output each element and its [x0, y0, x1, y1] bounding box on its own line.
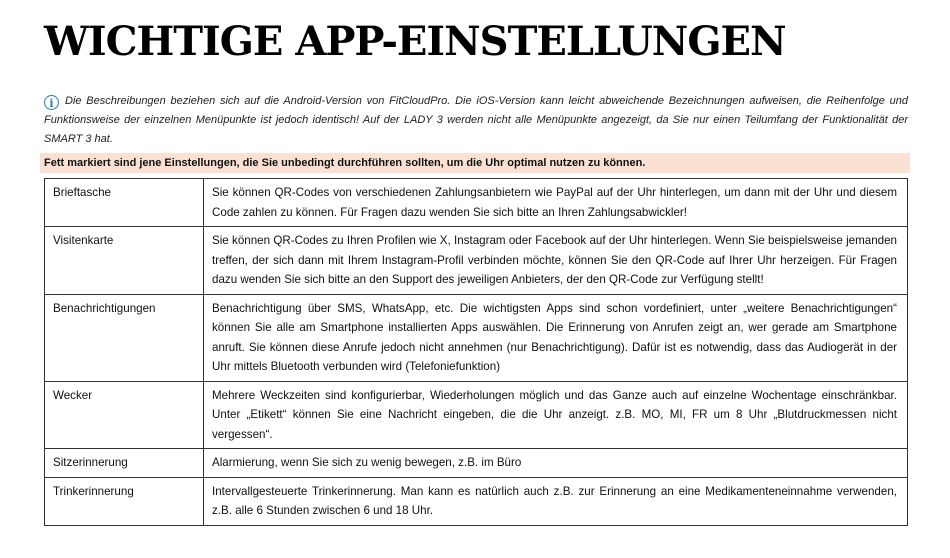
- intro-text: Die Beschreibungen beziehen sich auf die Android-Version von FitCloudPro. Die iOS-Version kann leicht abweichende Bezeichnungen aufweisen, die Reihenfolge und Funktionsweise der einzelnen Menüpunkte ist jedoch identisch! Auf der LADY 3 werden nicht alle Menüpunkte angezeigt, da Sie nur einen Teilumfang der Funktionalität der SMART 3 hat.: [44, 95, 908, 145]
- page-title: WICHTIGE APP-EINSTELLUNGEN: [44, 18, 786, 65]
- setting-name: Trinkerinnerung: [45, 477, 204, 525]
- table-row: [45, 179, 908, 227]
- settings-table: [44, 178, 908, 526]
- table-row: [45, 381, 908, 449]
- setting-description: Intervallgesteuerte Trinkerinnerung. Man kann es natürlich auch z.B. zur Erinnerung an eine Medikamenteneinnahme verwenden, z.B. alle 6 Stunden zwischen 6 und 18 Uhr.: [204, 477, 908, 525]
- setting-name: Sitzerinnerung: [45, 449, 204, 478]
- setting-name: Visitenkarte: [45, 227, 204, 295]
- setting-description: Sie können QR-Codes zu Ihren Profilen wie X, Instagram oder Facebook auf der Uhr hinterlegen. Wenn Sie beispielsweise jemanden treffen, der sich dann mit Ihrem Instagram-Profil verbinden möchte, können Sie den QR-Code auf Ihrer Uhr herzeigen. Für Fragen dazu wenden Sie sich bitte an den Support des jeweiligen Anbieters, der den QR-Code zur Verfügung stellt!: [204, 227, 908, 295]
- setting-description: Benachrichtigung über SMS, WhatsApp, etc. Die wichtigsten Apps sind schon vordefiniert, unter „weitere Benachrichtigungen“ können Sie alle am Smartphone installierten Apps auswählen. Die Erinnerung von Anrufen zeigt an, wer gerade am Smartphone anruft. Sie können diese Anrufe jedoch nicht annehmen (nur Benachrichtigung). Dafür ist es notwendig, dass das Audiogerät in der Uhr mittels Bluetooth verbunden wird (Telefoniefunktion): [204, 294, 908, 381]
- setting-name: Brieftasche: [45, 179, 204, 227]
- setting-description: Sie können QR-Codes von verschiedenen Zahlungsanbietern wie PayPal auf der Uhr hinterlegen, um dann mit der Uhr und diesem Code zahlen zu können. Für Fragen dazu wenden Sie sich bitte an Ihren Zahlungsabwickler!: [204, 179, 908, 227]
- highlight-note: Fett markiert sind jene Einstellungen, die Sie unbedingt durchführen sollten, um die Uhr optimal nutzen zu können.: [40, 153, 910, 173]
- table-row: [45, 227, 908, 295]
- setting-name: Benachrichtigungen: [45, 294, 204, 381]
- table-row: [45, 449, 908, 478]
- setting-description: Mehrere Weckzeiten sind konfigurierbar, Wiederholungen möglich und das Ganze auch auf einzelne Wochentage einschränkbar. Unter „Etikett“ können Sie eine Nachricht eingeben, die die Uhr anzeigt. z.B. MO, MI, FR um 8 Uhr „Blutdruckmessen nicht vergessen“.: [204, 381, 908, 449]
- table-row: [45, 477, 908, 525]
- intro-note: [44, 92, 908, 149]
- info-icon: i: [44, 95, 59, 110]
- setting-description: Alarmierung, wenn Sie sich zu wenig bewegen, z.B. im Büro: [204, 449, 908, 478]
- setting-name: Wecker: [45, 381, 204, 449]
- table-row: [45, 294, 908, 381]
